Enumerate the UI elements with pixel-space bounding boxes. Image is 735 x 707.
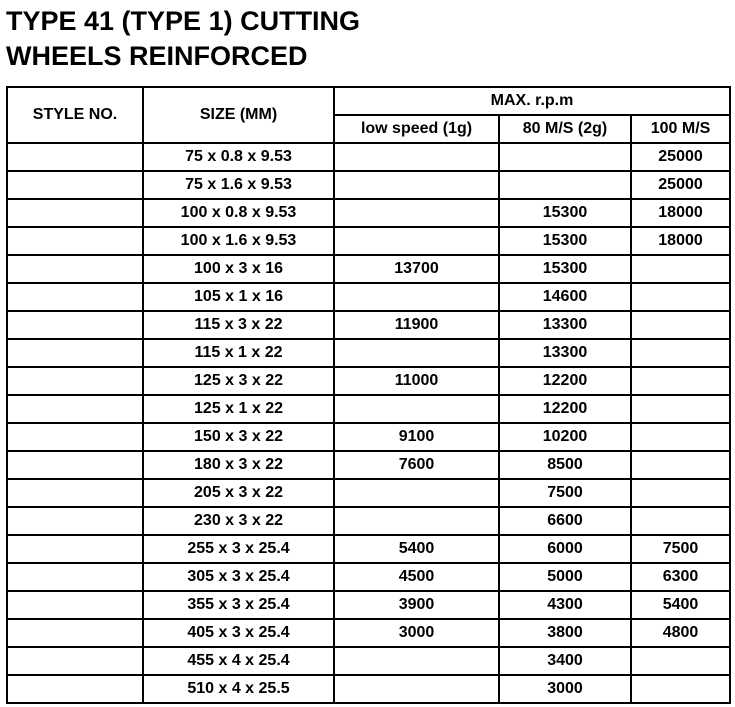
rpm-80ms-cell: 12200 [499,367,631,395]
rpm-80ms-cell: 15300 [499,255,631,283]
size-cell: 205 x 3 x 22 [143,479,334,507]
table-row [7,283,730,311]
header-low-speed: low speed (1g) [334,115,499,143]
size-cell: 150 x 3 x 22 [143,423,334,451]
rpm-100ms-cell [631,423,730,451]
size-cell: 100 x 3 x 16 [143,255,334,283]
style-cell [7,367,143,395]
rpm-100ms-cell [631,339,730,367]
low-speed-cell [334,395,499,423]
low-speed-cell: 3900 [334,591,499,619]
rpm-100ms-cell: 18000 [631,227,730,255]
rpm-100ms-cell [631,479,730,507]
low-speed-cell: 9100 [334,423,499,451]
style-cell [7,339,143,367]
table-row [7,451,730,479]
table-row [7,507,730,535]
size-cell: 100 x 1.6 x 9.53 [143,227,334,255]
rpm-80ms-cell: 12200 [499,395,631,423]
size-cell: 75 x 1.6 x 9.53 [143,171,334,199]
rpm-100ms-cell: 5400 [631,591,730,619]
title-line-2: WHEELS REINFORCED [6,41,308,71]
rpm-80ms-cell: 7500 [499,479,631,507]
style-cell [7,591,143,619]
rpm-100ms-cell [631,675,730,703]
spec-table-body [7,143,730,703]
style-cell [7,227,143,255]
low-speed-cell: 7600 [334,451,499,479]
size-cell: 125 x 3 x 22 [143,367,334,395]
rpm-100ms-cell: 18000 [631,199,730,227]
header-100ms: 100 M/S [631,115,730,143]
rpm-80ms-cell: 6600 [499,507,631,535]
header-row-1 [7,87,730,115]
rpm-80ms-cell: 13300 [499,339,631,367]
rpm-80ms-cell: 14600 [499,283,631,311]
low-speed-cell: 13700 [334,255,499,283]
table-row [7,479,730,507]
size-cell: 125 x 1 x 22 [143,395,334,423]
rpm-100ms-cell [631,311,730,339]
size-cell: 455 x 4 x 25.4 [143,647,334,675]
rpm-80ms-cell: 6000 [499,535,631,563]
table-row [7,143,730,171]
low-speed-cell: 11900 [334,311,499,339]
table-row [7,647,730,675]
style-cell [7,619,143,647]
low-speed-cell [334,143,499,171]
low-speed-cell: 3000 [334,619,499,647]
table-row [7,339,730,367]
rpm-80ms-cell: 3800 [499,619,631,647]
low-speed-cell [334,647,499,675]
table-row [7,619,730,647]
style-cell [7,675,143,703]
rpm-80ms-cell: 10200 [499,423,631,451]
rpm-100ms-cell [631,283,730,311]
style-cell [7,479,143,507]
table-row [7,423,730,451]
table-row [7,563,730,591]
spec-table [6,86,731,704]
style-cell [7,563,143,591]
style-cell [7,171,143,199]
size-cell: 180 x 3 x 22 [143,451,334,479]
style-cell [7,143,143,171]
rpm-100ms-cell: 7500 [631,535,730,563]
size-cell: 75 x 0.8 x 9.53 [143,143,334,171]
low-speed-cell: 5400 [334,535,499,563]
style-cell [7,535,143,563]
low-speed-cell [334,283,499,311]
rpm-80ms-cell: 8500 [499,451,631,479]
rpm-80ms-cell [499,143,631,171]
rpm-100ms-cell: 4800 [631,619,730,647]
rpm-80ms-cell: 15300 [499,199,631,227]
table-row [7,199,730,227]
header-max-rpm: MAX. r.p.m [334,87,730,115]
low-speed-cell [334,675,499,703]
table-row [7,395,730,423]
rpm-100ms-cell [631,367,730,395]
rpm-100ms-cell [631,507,730,535]
size-cell: 305 x 3 x 25.4 [143,563,334,591]
rpm-80ms-cell: 3000 [499,675,631,703]
rpm-80ms-cell [499,171,631,199]
size-cell: 405 x 3 x 25.4 [143,619,334,647]
low-speed-cell [334,199,499,227]
low-speed-cell: 11000 [334,367,499,395]
rpm-100ms-cell: 6300 [631,563,730,591]
table-row [7,171,730,199]
table-row [7,591,730,619]
style-cell [7,255,143,283]
header-style-no: STYLE NO. [7,87,143,143]
size-cell: 115 x 3 x 22 [143,311,334,339]
table-row [7,311,730,339]
rpm-80ms-cell: 3400 [499,647,631,675]
low-speed-cell [334,171,499,199]
low-speed-cell [334,339,499,367]
style-cell [7,507,143,535]
size-cell: 115 x 1 x 22 [143,339,334,367]
table-row [7,255,730,283]
rpm-100ms-cell: 25000 [631,171,730,199]
size-cell: 355 x 3 x 25.4 [143,591,334,619]
title-line-1: TYPE 41 (TYPE 1) CUTTING [6,6,361,36]
size-cell: 510 x 4 x 25.5 [143,675,334,703]
rpm-100ms-cell [631,451,730,479]
style-cell [7,395,143,423]
low-speed-cell [334,227,499,255]
rpm-80ms-cell: 13300 [499,311,631,339]
rpm-80ms-cell: 15300 [499,227,631,255]
style-cell [7,311,143,339]
rpm-80ms-cell: 4300 [499,591,631,619]
table-row [7,535,730,563]
low-speed-cell [334,479,499,507]
size-cell: 255 x 3 x 25.4 [143,535,334,563]
size-cell: 100 x 0.8 x 9.53 [143,199,334,227]
rpm-100ms-cell: 25000 [631,143,730,171]
table-row [7,227,730,255]
page-title [6,4,360,74]
style-cell [7,199,143,227]
table-row [7,675,730,703]
low-speed-cell: 4500 [334,563,499,591]
header-80ms: 80 M/S (2g) [499,115,631,143]
rpm-100ms-cell [631,647,730,675]
rpm-100ms-cell [631,255,730,283]
size-cell: 230 x 3 x 22 [143,507,334,535]
size-cell: 105 x 1 x 16 [143,283,334,311]
rpm-80ms-cell: 5000 [499,563,631,591]
style-cell [7,647,143,675]
style-cell [7,451,143,479]
style-cell [7,423,143,451]
low-speed-cell [334,507,499,535]
rpm-100ms-cell [631,395,730,423]
table-row [7,367,730,395]
style-cell [7,283,143,311]
header-size: SIZE (MM) [143,87,334,143]
